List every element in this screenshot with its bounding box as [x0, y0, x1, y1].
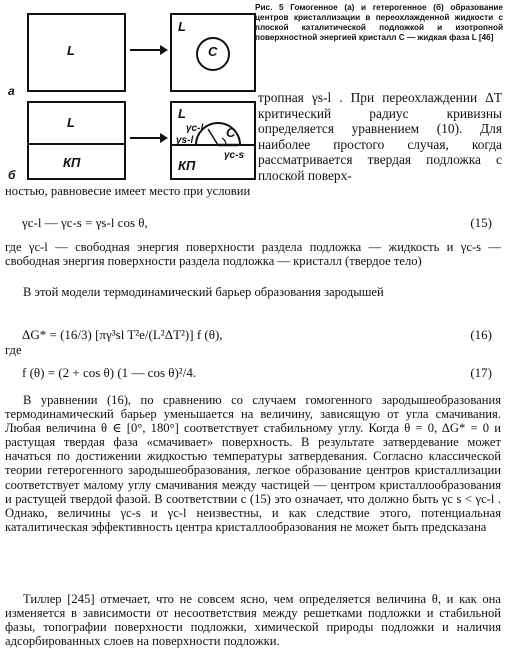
- liquid-box-a-left: [27, 13, 126, 92]
- equation-16: ΔG* = (16/3) [πγ³sl T²e/(L²ΔT²)] f (θ),: [22, 327, 223, 342]
- arrow-icon-a: [128, 44, 168, 56]
- substrate-line-b-left: [29, 143, 124, 145]
- equation-17-number: (17): [470, 365, 492, 380]
- equation-15: γc-l — γc-s = γs-l cos θ,: [22, 215, 148, 230]
- liquid-label-a-left: L: [67, 43, 75, 58]
- paragraph-3: В этой модели термодинамический барьер образования зародышей: [23, 285, 384, 299]
- paragraph-4: В уравнении (16), по сравнению со случаем гомогенного зародышеобразования термодинамический барьер уменьшается на величину, зависящую от угла смачивания. Любая величина θ ∈ [0°, 180°] соответствует стабильному углу. Когда θ = 0, ΔG* = 0 и растущая твердая фаза «смачивает» поверхность. В результате затвердевание может начаться по достижении жидкостью температуры затвердевания. Согласно классической теории гетерогенного зародышеобразования, легкое образование центров кристаллизации соответствует малому углу смачивания между частицей — центром кристаллообразования и растущей твердой фазой. В соответствии с (15) это означает, что должно быть γc s < γc-l . Однако, величины γc-s и γc-l неизвестны, и как следствие этого, потенциальная каталитическая эффективность центра кристаллообразования не может быть предсказана: [5, 393, 501, 534]
- equation-15-number: (15): [470, 215, 492, 230]
- crystal-label-b: C: [226, 125, 236, 140]
- equation-16-number: (16): [470, 327, 492, 342]
- where-label: где: [5, 343, 22, 357]
- liquid-box-b-left: [27, 101, 126, 180]
- figure-label-a: а: [8, 84, 15, 98]
- gamma-cl-label: γc-l: [186, 123, 204, 134]
- figure-caption: Рис. 5 Гомогенное (а) и гетерогенное (б) образование центров кристаллизации в переохлажденной жидкости с плоской каталитической подложкой и изотропной поверхностной энергией кристалл C — жидкая фаза L [46]: [255, 3, 503, 42]
- paragraph-1-continued: ностью, равновесие имеет место при условии: [5, 184, 251, 198]
- liquid-label-a-right: L: [178, 19, 186, 34]
- liquid-box-a-right: [170, 13, 256, 92]
- substrate-label-b-right: КП: [178, 158, 196, 173]
- paragraph-1-wrap: тропная γs-l . При переохлаждении ΔT критический радиус кривизны определяется уравнением (10). Для наиболее простого случая, когда рассматривается твердая подложка с плоской поверх-: [258, 90, 502, 183]
- liquid-box-b-right: [170, 101, 256, 180]
- paragraph-2: где γc-l — свободная энергия поверхности раздела подложка — жидкость и γc-s — свободная энергия поверхности раздела подложка — кристалл (твердое тело): [5, 240, 501, 268]
- gamma-sl-label: γs-l: [176, 135, 194, 146]
- figure-label-b: б: [8, 168, 16, 182]
- paragraph-5: Тиллер [245] отмечает, что не совсем ясно, чем определяется величина θ, и как она изменяется в зависимости от несоответствия между решетками подложки и стабильной фазы, топографии поверхности подложки, химической природы подложки и наличия адсорбированных слоев на поверхности подложки.: [5, 592, 501, 648]
- crystal-label-a: C: [208, 44, 218, 59]
- substrate-label-b-left: КП: [63, 155, 81, 170]
- equation-17: f (θ) = (2 + cos θ) (1 — cos θ)²/4.: [22, 365, 197, 380]
- gamma-cs-label: γc-s: [224, 150, 245, 161]
- liquid-label-b-left: L: [67, 115, 75, 130]
- arrow-icon-b: [128, 132, 168, 144]
- liquid-label-b-right: L: [178, 106, 186, 121]
